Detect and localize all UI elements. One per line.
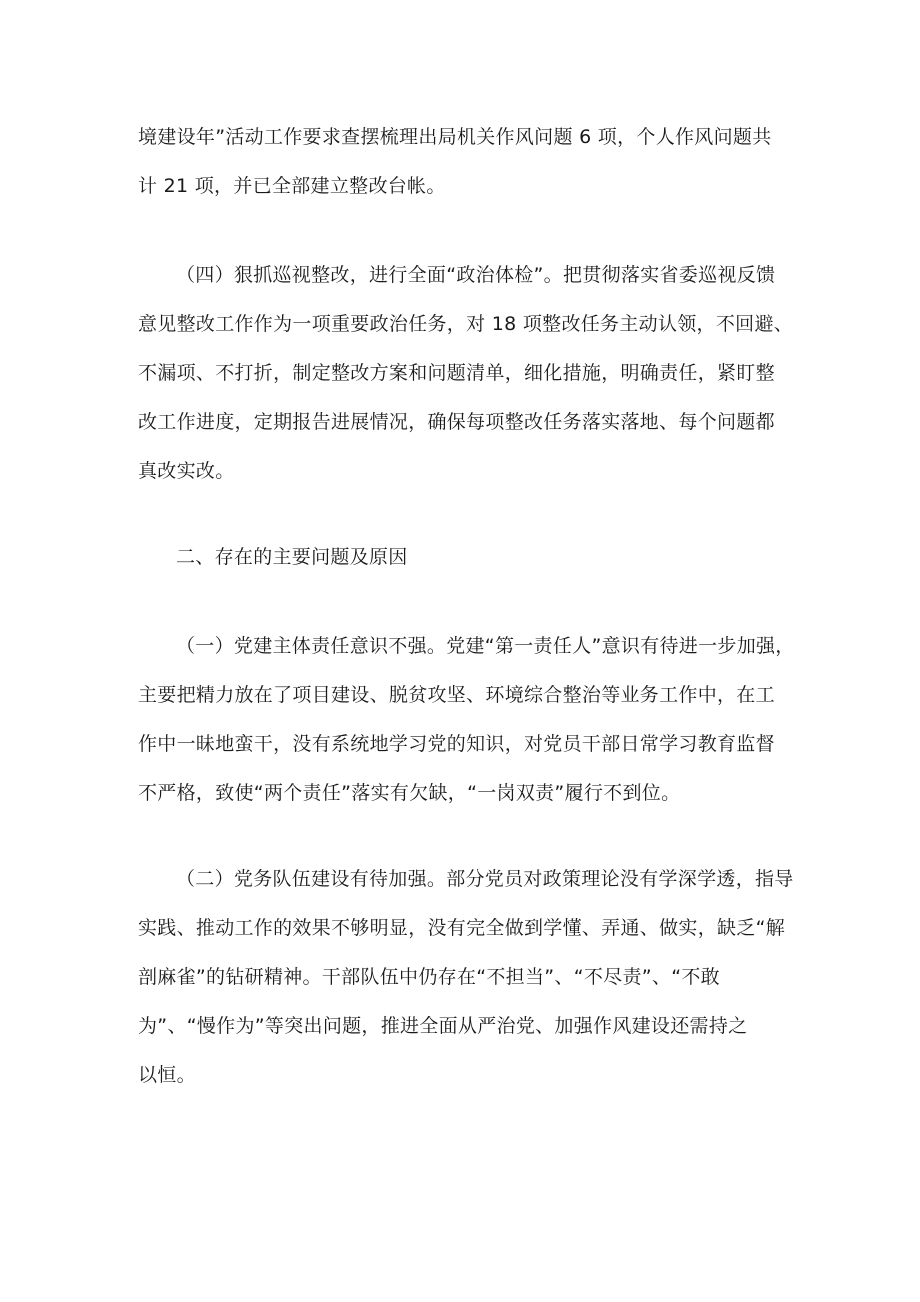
text-line: （四）狠抓巡视整改，进行全面“政治体检”。把贯彻落实省委巡视反馈 <box>176 264 776 286</box>
text-line: 不严格，致使“两个责任”落实有欠缺，“一岗双责”履行不到位。 <box>138 782 681 804</box>
text-line: 以恒。 <box>138 1064 196 1086</box>
text-line: 不漏项、不打折，制定整改方案和问题清单，细化措施，明确责任，紧盯整 <box>138 362 775 384</box>
text-line: 境建设年”活动工作要求查摆梳理出局机关作风问题 6 项，个人作风问题共 <box>138 126 772 148</box>
paragraph-problem-two <box>138 855 794 1100</box>
text-line: （二）党务队伍建设有待加强。部分党员对政策理论没有学深学透，指导 <box>176 868 794 890</box>
paragraph-section-four <box>138 251 794 496</box>
paragraph-continuation <box>138 113 790 211</box>
text-line: 作中一昧地蛮干，没有系统地学习党的知识，对党员干部日常学习教育监督 <box>138 733 775 755</box>
text-line: 实践、推动工作的效果不够明显，没有完全做到学懂、弄通、做实，缺乏“解 <box>138 917 786 939</box>
text-line: （一）党建主体责任意识不强。党建“第一责任人”意识有待进一步加强， <box>176 635 795 657</box>
heading-line: 二、存在的主要问题及原因 <box>176 546 408 568</box>
section-heading <box>138 533 790 582</box>
text-line: 意见整改工作作为一项重要政治任务，对 18 项整改任务主动认领，不回避、 <box>138 313 794 335</box>
text-line: 为”、“慢作为”等突出问题，推进全面从严治党、加强作风建设还需持之 <box>138 1015 748 1037</box>
text-line: 改工作进度，定期报告进展情况，确保每项整改任务落实落地、每个问题都 <box>138 411 775 433</box>
text-line: 真改实改。 <box>138 460 235 482</box>
text-line: 剖麻雀”的钻研精神。干部队伍中仍存在“不担当”、“不尽责”、“不敢 <box>138 966 720 988</box>
paragraph-problem-one <box>138 622 795 818</box>
text-line: 计 21 项，并已全部建立整改台帐。 <box>138 175 446 197</box>
text-line: 主要把精力放在了项目建设、脱贫攻坚、环境综合整治等业务工作中，在工 <box>138 684 775 706</box>
